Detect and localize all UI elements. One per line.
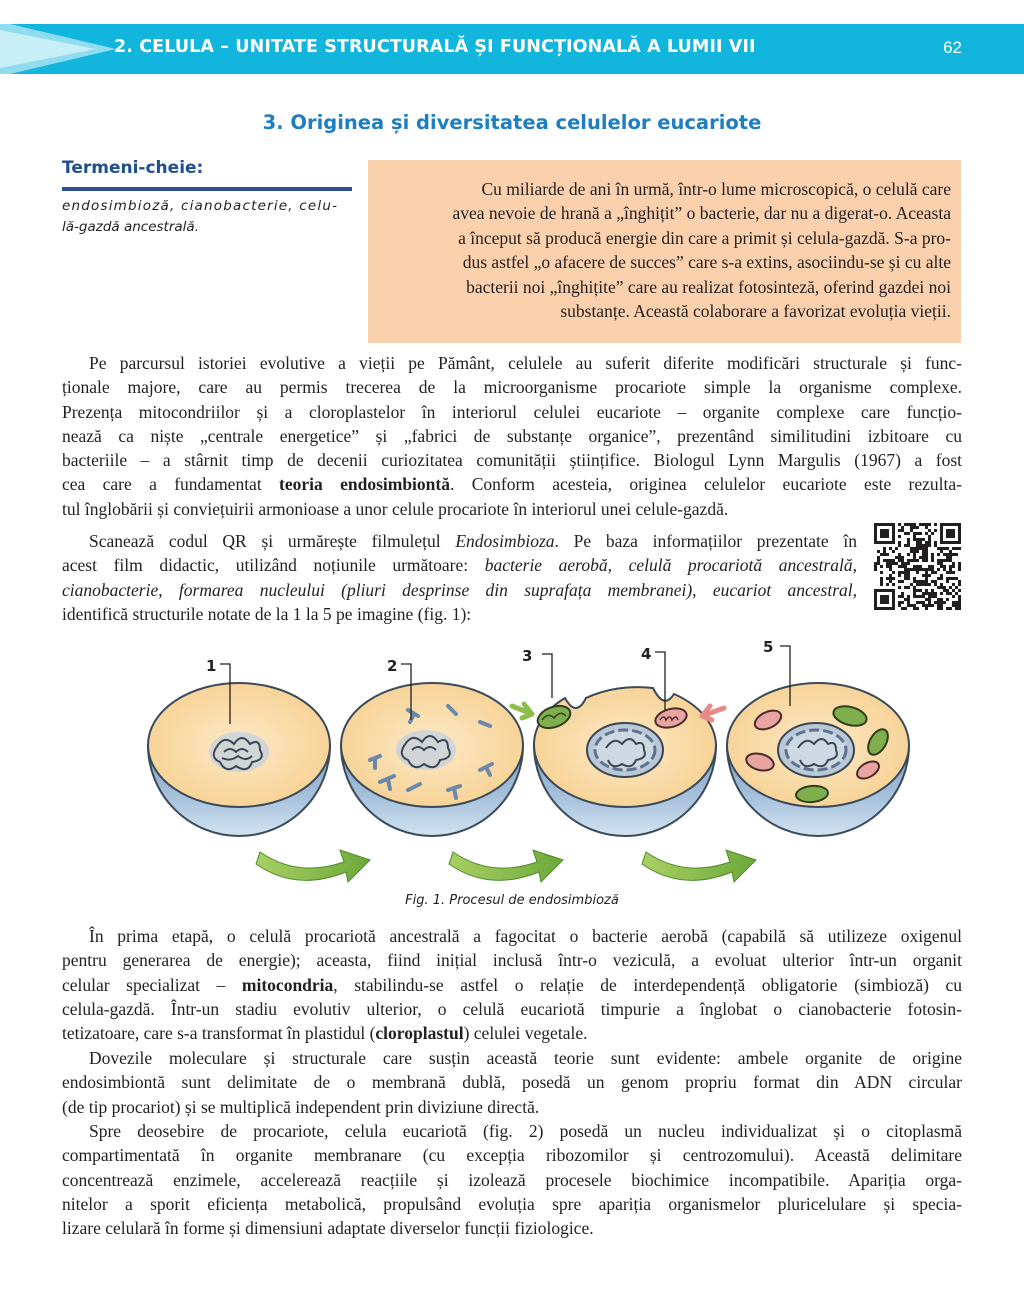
text-run: cea care a fundamentat <box>62 474 280 495</box>
text-line: Pe parcursul istoriei evolutive a vieții pe Pământ, celulele au suferit diferite modificări structurale și func- <box>89 353 962 373</box>
text-line: lizare celulară în forme și dimensiuni adaptate diverselor funcții fiziologice. <box>62 1218 594 1239</box>
text-line: Dovezile moleculare și structurale care susțin această teorie sunt evidente: ambele organite de origine <box>89 1048 962 1068</box>
text-line: În prima etapă, o celulă procariotă ancestrală a fagocitat o bacterie aerobă (capabilă să utilizeze oxigenul <box>89 926 962 946</box>
page-number: 62 <box>943 38 962 57</box>
figure-caption: Fig. 1. Procesul de endosimbioză <box>405 893 619 908</box>
intro-line: bacterii noi „înghițite” care au realizat fotosinteză, oferind gazdei noi <box>466 276 951 297</box>
paragraph-evidence <box>62 1046 962 1119</box>
figure-label-1: 1 <box>206 657 217 675</box>
text-line <box>62 472 962 496</box>
video-title: Endosimbioza <box>455 531 555 551</box>
cell-stage-1 <box>148 683 330 836</box>
key-term-bold: teoria endosimbiontă <box>279 474 450 495</box>
paragraph-endosymbiotic-theory <box>62 351 962 521</box>
key-terms-title: Termeni-cheie: <box>62 158 204 178</box>
text-line <box>62 553 857 577</box>
key-terms-line: lă-gazdă ancestrală. <box>62 219 199 235</box>
text-run: tetizatoare, care s-a transformat în plastidul ( <box>62 1023 376 1044</box>
text-run: celular specializat – <box>62 974 242 995</box>
paragraph-first-stage <box>62 924 962 1045</box>
progress-arrow-icon <box>642 850 756 882</box>
text-line: nitelor a sporit eficiența metabolică, propulsând evoluția spre apariția organismelor pluricelulare și specia- <box>62 1193 962 1214</box>
endosymbiosis-figure <box>108 630 918 892</box>
text-line: (de tip procariot) și se multiplică independent prin diviziune directă. <box>62 1096 540 1117</box>
text-line <box>62 1021 962 1045</box>
text-line: ționale majore, care au permis trecerea de la microorganisme procariote simple la organisme complexe. <box>62 377 962 398</box>
text-line: endosimbiontă sunt delimitate de o membrană dublă, posedă un genom propriu format din ADN circular <box>62 1072 962 1093</box>
figure-label-4: 4 <box>641 645 652 663</box>
text-line: pentru generarea de energie); aceasta, fiind inițial inclusă într-o veziculă, a evoluat ulterior într-un organit <box>62 950 962 971</box>
intro-line: a început să producă energie din care a primit și celula-gazdă. S-a pro- <box>458 227 951 248</box>
figure-label-5: 5 <box>763 638 774 656</box>
text-line: nează ca niște „centrale energetice” și „fabrici de substanțe organice”, prezentând similitudini izbitoare cu <box>62 425 962 446</box>
figure-label-2: 2 <box>387 657 398 675</box>
section-title: 3. Originea și diversitatea celulelor eucariote <box>262 111 762 134</box>
text-line: bacteriile – a stârnit timp de decenii curiozitatea comunității științifice. Biologul Lynn Margulis (1967) a fost <box>62 450 962 471</box>
text-run: acest film didactic, utilizând noțiunile următoare: <box>62 555 485 576</box>
cell-stage-2 <box>341 683 523 836</box>
text-line: compartimentată în organite membranare (cu excepția ribozomilor și centrozomului). Această delimitare <box>62 1145 962 1166</box>
text-line <box>62 529 857 553</box>
text-run: . Conform acesteia, originea celulelor eucariote este rezulta- <box>449 474 962 495</box>
text-line <box>62 973 962 997</box>
key-terms-divider <box>62 187 352 191</box>
text-run: Scanează codul QR și urmărește filmulețul <box>89 531 456 551</box>
text-line: identifică structurile notate de la 1 la 5 pe imagine (fig. 1): <box>62 603 472 624</box>
text-line: Prezența mitocondriilor și a cloroplastelor în interiorul celulei eucariote – organite complexe care funcțio- <box>62 401 962 422</box>
progress-arrow-icon <box>256 850 370 882</box>
text-line <box>62 578 857 602</box>
progress-arrow-icon <box>449 850 563 882</box>
text-run: ) celulei vegetale. <box>463 1023 588 1044</box>
key-terms-line: endosimbioză, cianobacterie, celu- <box>62 198 339 214</box>
key-term-bold: mitocondria <box>241 974 334 995</box>
text-run: . Pe baza informațiilor prezentate în <box>554 531 857 551</box>
text-line: tul înglobării și conviețuirii armonioase a unor celule procariote în interiorul unei celule-gazdă. <box>62 498 729 519</box>
figure-label-3: 3 <box>522 647 533 665</box>
chapter-header-bar <box>0 24 1024 74</box>
intro-line: substanțe. Această colaborare a favorizat evoluția vieții. <box>560 301 951 322</box>
text-line: Spre deosebire de procariote, celula eucariotă (fig. 2) posedă un nucleu individualizat și o citoplasmă <box>89 1121 962 1141</box>
key-term-bold: cloroplastul <box>375 1023 464 1044</box>
intro-line: Cu miliarde de ani în urmă, într-o lume microscopică, o celulă care <box>481 179 951 199</box>
notion-list: cianobacterie, formarea nucleului (pliuri desprinse din suprafața membranei), eucariot ancestral, <box>62 579 857 600</box>
text-line: concentrează enzimele, accelerează reacțiile și izolează procesele biochimice incompatibile. Apariția orga- <box>62 1169 962 1190</box>
intro-line: dus astfel „o afacere de succes” care s-a extins, asociindu-se și cu alte <box>462 252 951 273</box>
text-run: , stabilindu-se astfel o relație de interdependență obligatorie (simbioză) cu <box>333 974 962 995</box>
paragraph-eukaryote-features <box>62 1119 962 1240</box>
intro-story-box <box>368 160 961 343</box>
notion-list: bacterie aerobă, celulă procariotă ancestrală, <box>484 555 857 576</box>
qr-code-icon[interactable] <box>874 523 961 610</box>
cell-stage-3 <box>512 687 724 836</box>
cell-stage-4 <box>727 683 909 836</box>
text-line: celula-gazdă. Într-un stadiu evolutiv ulterior, o celulă eucariotă timpurie a înglobat o cianobacterie fotosin- <box>62 998 962 1019</box>
header-arrow-icon <box>0 24 120 74</box>
chapter-title: 2. CELULA – UNITATE STRUCTURALĂ ȘI FUNCȚIONALĂ A LUMII VII <box>114 37 756 57</box>
intro-line: avea nevoie de hrană a „înghițit” o bacterie, dar nu a digerat-o. Aceasta <box>452 203 951 224</box>
key-terms-list <box>62 196 354 238</box>
paragraph-qr-task <box>62 529 857 626</box>
